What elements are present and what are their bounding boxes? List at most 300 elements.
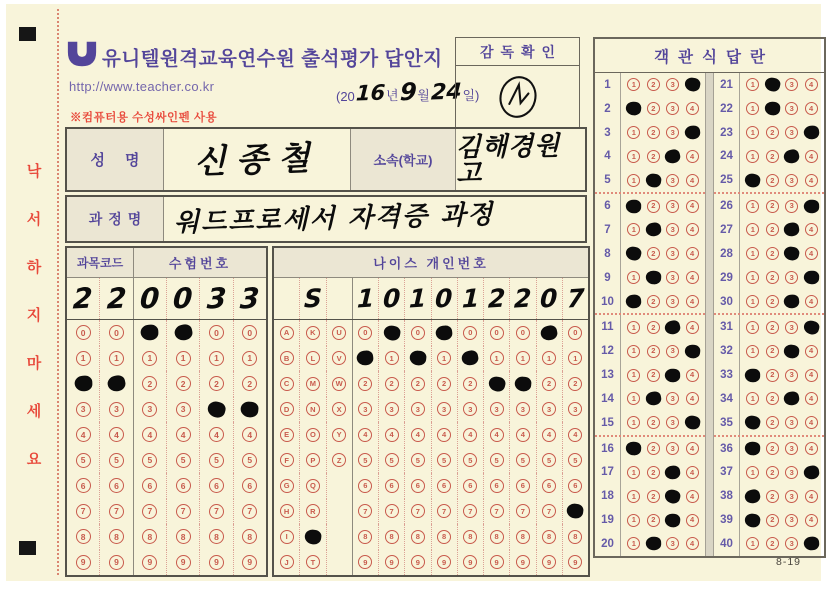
neis-bubble-cell [432, 422, 458, 448]
bubble-digit-1: 1 [542, 351, 556, 365]
answer-divider [705, 73, 714, 556]
answer-bubble-option-2: 2 [766, 271, 779, 284]
neis-bubble-cell [300, 448, 326, 474]
neis-hw-cell [510, 278, 536, 319]
answer-bubble-option-1: 1 [746, 321, 759, 334]
bubble-digit-9: 9 [490, 555, 504, 569]
answer-options [740, 437, 824, 461]
bubble-digit-9: 9 [209, 555, 224, 570]
answer-bubble-option-2: 2 [766, 223, 779, 236]
neis-bubble-cell [379, 397, 405, 423]
answer-options [621, 168, 705, 192]
code-bubble-cell [234, 371, 266, 397]
answer-options [621, 508, 705, 532]
code-grid-row [67, 550, 266, 576]
code-bubble-cell [234, 473, 266, 499]
answer-options [740, 121, 824, 145]
code-bubble-cell [167, 346, 200, 372]
answer-bubble-option-1 [744, 414, 762, 431]
question-number: 5 [595, 168, 621, 192]
answer-panel-header: 객관식답란 [595, 39, 824, 73]
answer-bubble-option-4: 4 [805, 392, 818, 405]
answer-row [714, 411, 824, 437]
answer-row [595, 168, 705, 194]
bubble-letter-H: H [280, 504, 294, 518]
neis-bubble-cell [563, 499, 588, 525]
answer-bubble-option-4: 4 [686, 392, 699, 405]
answer-bubble-option-3 [783, 391, 801, 407]
bubble-letter-V: V [332, 351, 346, 365]
answer-bubble-option-4: 4 [805, 345, 818, 358]
bubble-letter-I: I [280, 530, 294, 544]
bubble-letter-F: F [280, 453, 294, 467]
answer-options [740, 266, 824, 290]
answer-bubble-option-1: 1 [746, 345, 759, 358]
answer-bubble-option-2: 2 [647, 126, 660, 139]
answer-bubble-option-2 [645, 172, 662, 188]
answer-bubble-option-4: 4 [805, 442, 818, 455]
bubble-digit-9: 9 [242, 555, 257, 570]
answer-options [621, 266, 705, 290]
bubble-digit-9: 9 [542, 555, 556, 569]
bubble-digit-6: 6 [463, 479, 477, 493]
code-grid-row [67, 320, 266, 346]
neis-bubble-cell [537, 524, 563, 550]
answer-options [740, 461, 824, 485]
neis-bubble-cell [432, 320, 458, 346]
answer-bubble-option-1: 1 [746, 150, 759, 163]
bubble-digit-1: 1 [209, 351, 224, 366]
neis-bubble-cell [353, 422, 379, 448]
code-bubble-cell [200, 473, 233, 499]
bubble-digit-7: 7 [411, 504, 425, 518]
answer-bubble-option-3 [664, 513, 681, 528]
answer-bubble-option-3 [783, 294, 800, 309]
answer-bubble-option-4: 4 [686, 174, 699, 187]
bubble-digit-0 [141, 325, 159, 341]
margin-char: 낙 [26, 163, 42, 180]
answer-options [621, 484, 705, 508]
answer-bubble-option-3: 3 [666, 271, 679, 284]
answer-bubble-option-2: 2 [647, 200, 660, 213]
code-hw-cell [200, 278, 233, 319]
bubble-digit-0: 0 [209, 325, 224, 340]
bubble-digit-0 [382, 324, 401, 341]
neis-bubble-cell [327, 550, 353, 576]
neis-bubble-cell [484, 448, 510, 474]
neis-bubble-cell [537, 371, 563, 397]
answer-options [621, 339, 705, 363]
answer-bubble-option-1: 1 [627, 321, 640, 334]
bubble-digit-0: 0 [76, 325, 91, 340]
answer-bubble-option-1: 1 [746, 200, 759, 213]
answer-options [621, 363, 705, 387]
neis-hw-cell [405, 278, 431, 319]
bubble-digit-7: 7 [176, 504, 191, 519]
neis-bubble-cell [379, 371, 405, 397]
code-bubble-cell [67, 448, 100, 474]
answer-bubble-option-3: 3 [785, 442, 798, 455]
bubble-digit-3: 3 [490, 402, 504, 416]
answer-options [621, 532, 705, 556]
bubble-digit-7: 7 [358, 504, 372, 518]
answer-bubble-option-4 [684, 344, 701, 359]
bubble-digit-6: 6 [209, 478, 224, 493]
answer-row [595, 145, 705, 169]
neis-bubble-cell [458, 371, 484, 397]
answer-bubble-option-2: 2 [766, 392, 779, 405]
code-bubble-cell [200, 397, 233, 423]
bubble-letter-X: X [332, 402, 346, 416]
answer-bubble-option-1: 1 [746, 295, 759, 308]
answer-bubble-option-3: 3 [666, 223, 679, 236]
answer-bubble-option-2: 2 [647, 321, 660, 334]
bubble-digit-3: 3 [463, 402, 477, 416]
answer-bubble-option-2: 2 [766, 200, 779, 213]
bubble-digit-2: 2 [385, 377, 399, 391]
code-bubble-cell [200, 448, 233, 474]
answer-bubble-option-1: 1 [746, 537, 759, 550]
neis-bubble-cell [274, 550, 300, 576]
answer-row [595, 121, 705, 145]
code-bubble-cell [134, 397, 167, 423]
answer-bubble-option-2: 2 [766, 466, 779, 479]
bubble-digit-4: 4 [176, 427, 191, 442]
neis-bubble-cell [327, 499, 353, 525]
code-grid-row [67, 346, 266, 372]
bubble-digit-1: 1 [516, 351, 530, 365]
answer-bubble-option-2: 2 [647, 490, 660, 503]
date-month-label: 월 [417, 88, 430, 103]
handwritten-digit: 3 [205, 280, 228, 316]
handwritten-affiliation: 김해경원고 [455, 130, 561, 189]
supervisor-label: 감독확인 [456, 38, 579, 66]
handwritten-char: 0 [539, 283, 559, 314]
neis-bubble-cell [300, 550, 326, 576]
bubble-digit-3 [206, 399, 227, 419]
neis-bubble-cell [379, 499, 405, 525]
code-bubble-cell [100, 550, 133, 576]
neis-bubble-cell [300, 371, 326, 397]
neis-bubble-cell [379, 320, 405, 346]
code-bubble-cell [234, 320, 266, 346]
bubble-digit-8: 8 [437, 530, 451, 544]
bubble-digit-1 [461, 349, 480, 367]
answer-row [714, 218, 824, 242]
answer-row [595, 532, 705, 556]
question-number: 25 [714, 168, 740, 192]
code-grid-handwritten-row [67, 278, 266, 320]
neis-bubble-cell [537, 346, 563, 372]
handwritten-char: 2 [513, 283, 533, 314]
answer-options [740, 168, 824, 192]
neis-bubble-cell [432, 397, 458, 423]
handwritten-char: 0 [382, 283, 401, 314]
omr-answer-sheet [6, 4, 821, 581]
bubble-letter-L: L [306, 351, 320, 365]
bubble-letter-O: O [306, 428, 320, 442]
answer-bubble-option-1 [626, 294, 642, 309]
code-bubble-cell [234, 448, 266, 474]
question-number: 9 [595, 266, 621, 290]
bubble-digit-0 [435, 325, 453, 341]
answer-options [621, 315, 705, 339]
code-grid-header [67, 248, 266, 278]
answer-bubble-option-2 [645, 222, 662, 238]
neis-bubble-cell [563, 473, 588, 499]
bubble-digit-9: 9 [463, 555, 477, 569]
answer-options [621, 73, 705, 97]
bubble-digit-8: 8 [490, 530, 504, 544]
code-bubble-cell [167, 524, 200, 550]
answer-bubble-option-2: 2 [766, 442, 779, 455]
answer-bubble-option-1 [745, 441, 761, 456]
bubble-digit-5: 5 [542, 453, 556, 467]
bubble-digit-9: 9 [385, 555, 399, 569]
question-number: 11 [595, 315, 621, 339]
bubble-digit-6: 6 [76, 478, 91, 493]
code-bubble-cell [167, 499, 200, 525]
neis-bubbles [274, 320, 588, 575]
neis-bubble-cell [300, 499, 326, 525]
answer-row [714, 97, 824, 121]
neis-hw-cell [563, 278, 588, 319]
answer-options [621, 97, 705, 121]
bubble-digit-8: 8 [411, 530, 425, 544]
answer-bubble-option-1: 1 [627, 271, 640, 284]
neis-bubble-cell [537, 499, 563, 525]
code-grid-row [67, 499, 266, 525]
neis-bubble-cell [300, 397, 326, 423]
margin-char: 세 [26, 403, 42, 420]
neis-hw-cell [458, 278, 484, 319]
neis-bubble-cell [379, 550, 405, 576]
answer-options [740, 242, 824, 266]
bubble-digit-2 [487, 375, 507, 393]
question-number: 24 [714, 145, 740, 169]
answer-options [621, 194, 705, 218]
neis-row [274, 473, 588, 499]
neis-bubble-cell [405, 524, 431, 550]
answer-options [740, 194, 824, 218]
bubble-digit-4: 4 [463, 428, 477, 442]
answer-bubble-option-4: 4 [805, 490, 818, 503]
bubble-digit-4: 4 [142, 427, 157, 442]
answer-row [714, 242, 824, 266]
question-number: 39 [714, 508, 740, 532]
neis-bubble-cell [484, 320, 510, 346]
question-number: 6 [595, 194, 621, 218]
date-printed-prefix: (20 [336, 89, 355, 104]
code-bubble-cell [67, 346, 100, 372]
answer-panel [593, 37, 826, 558]
bubble-digit-1: 1 [568, 351, 582, 365]
answer-bubble-option-2: 2 [766, 490, 779, 503]
bubble-digit-8: 8 [516, 530, 530, 544]
bubble-digit-7: 7 [76, 504, 91, 519]
bubble-digit-5: 5 [358, 453, 372, 467]
answer-bubble-option-2: 2 [647, 102, 660, 115]
date-year-label: 년 [386, 88, 399, 103]
bubble-digit-2: 2 [437, 377, 451, 391]
bubble-digit-9: 9 [516, 555, 530, 569]
answer-bubble-option-3: 3 [785, 321, 798, 334]
name-label: 성명 [67, 129, 164, 190]
answer-bubble-option-1: 1 [627, 126, 640, 139]
answer-bubble-option-4: 4 [686, 271, 699, 284]
answer-bubble-option-3: 3 [666, 345, 679, 358]
code-grid-row [67, 524, 266, 550]
code-bubble-cell [234, 524, 266, 550]
answer-row [714, 484, 824, 508]
handwritten-name: 신종철 [193, 137, 321, 182]
answer-bubble-option-4 [803, 537, 819, 552]
neis-hw-cell [537, 278, 563, 319]
margin-char: 마 [26, 355, 42, 372]
answer-bubble-option-1: 1 [746, 78, 759, 91]
answer-panel-body [595, 73, 824, 556]
margin-char: 하 [26, 259, 42, 276]
neis-row [274, 320, 588, 346]
answer-bubble-option-3: 3 [785, 271, 798, 284]
bubble-digit-3 [240, 401, 259, 418]
answer-row [714, 363, 824, 387]
margin-warning-text [15, 160, 53, 469]
page-code: 8-19 [776, 556, 802, 568]
question-number: 13 [595, 363, 621, 387]
answer-bubble-option-3 [665, 368, 681, 382]
answer-bubble-option-1: 1 [627, 490, 640, 503]
answer-bubble-option-2: 2 [647, 345, 660, 358]
answer-row [714, 194, 824, 218]
neis-bubble-cell [537, 320, 563, 346]
code-bubble-cell [67, 473, 100, 499]
handwritten-char: 1 [408, 283, 428, 314]
code-bubble-cell [67, 550, 100, 576]
handwritten-char: 1 [356, 283, 375, 314]
answer-row [595, 339, 705, 363]
answer-bubble-option-1 [626, 199, 642, 213]
answer-options [621, 145, 705, 169]
neis-bubble-cell [563, 524, 588, 550]
neis-bubble-cell [458, 422, 484, 448]
code-grid-row [67, 397, 266, 423]
code-grid-row [67, 473, 266, 499]
answer-bubble-option-4: 4 [686, 442, 699, 455]
answer-bubble-option-1 [626, 441, 642, 456]
neis-hw-cell [432, 278, 458, 319]
answer-row [595, 266, 705, 290]
question-number: 26 [714, 194, 740, 218]
neis-bubble-cell [484, 371, 510, 397]
answer-bubble-option-3: 3 [666, 392, 679, 405]
neis-bubble-cell [274, 499, 300, 525]
answer-bubble-option-1: 1 [627, 369, 640, 382]
handwritten-char: 2 [487, 283, 506, 314]
answer-bubble-option-4 [803, 465, 820, 481]
answer-bubble-option-1: 1 [627, 392, 640, 405]
answer-options [621, 290, 705, 314]
answer-bubble-option-1 [744, 172, 761, 188]
bubble-digit-0: 0 [568, 326, 582, 340]
neis-bubble-cell [510, 346, 536, 372]
neis-label: 나이스 개인번호 [274, 248, 588, 278]
bubble-digit-3: 3 [76, 402, 91, 417]
answer-row [714, 266, 824, 290]
answer-row [595, 484, 705, 508]
neis-hw-cell [274, 278, 300, 319]
answer-row [714, 508, 824, 532]
bubble-digit-1: 1 [76, 351, 91, 366]
neis-bubble-cell [510, 524, 536, 550]
bubble-digit-2: 2 [358, 377, 372, 391]
bubble-digit-5: 5 [109, 453, 124, 468]
answer-bubble-option-4: 4 [686, 466, 699, 479]
answer-row [714, 73, 824, 97]
bubble-digit-5: 5 [209, 453, 224, 468]
answer-bubble-option-4: 4 [686, 514, 699, 527]
bubble-digit-4: 4 [358, 428, 372, 442]
code-bubble-cell [67, 422, 100, 448]
neis-bubble-cell [563, 448, 588, 474]
answer-bubble-option-2: 2 [647, 247, 660, 260]
question-number: 34 [714, 387, 740, 411]
neis-bubble-cell [432, 346, 458, 372]
answer-bubble-option-1: 1 [746, 126, 759, 139]
code-bubble-cell [100, 320, 133, 346]
question-number: 21 [714, 73, 740, 97]
code-bubble-cell [234, 499, 266, 525]
answer-bubble-option-3: 3 [785, 78, 798, 91]
answer-bubble-option-2: 2 [647, 416, 660, 429]
handwritten-year: 16 [355, 80, 386, 106]
answer-options [621, 121, 705, 145]
answer-bubble-option-3 [783, 148, 801, 165]
answer-bubble-option-4 [803, 199, 819, 213]
neis-bubble-cell [537, 422, 563, 448]
answer-row [714, 339, 824, 363]
answer-bubble-option-2: 2 [766, 514, 779, 527]
answer-row [595, 218, 705, 242]
neis-bubble-cell [327, 346, 353, 372]
question-number: 14 [595, 387, 621, 411]
neis-bubble-cell [563, 550, 588, 576]
bubble-digit-4: 4 [209, 427, 224, 442]
question-number: 7 [595, 218, 621, 242]
neis-bubble-cell [405, 422, 431, 448]
bubble-digit-7: 7 [142, 504, 157, 519]
neis-bubble-cell [510, 371, 536, 397]
question-number: 16 [595, 437, 621, 461]
code-hw-cell [100, 278, 133, 319]
answer-bubble-option-1: 1 [627, 537, 640, 550]
bubble-digit-6: 6 [490, 479, 504, 493]
neis-bubble-cell [432, 499, 458, 525]
answer-row [595, 387, 705, 411]
question-number: 10 [595, 290, 621, 314]
answer-bubble-option-2: 2 [766, 126, 779, 139]
registration-mark-bottom [19, 541, 36, 555]
answer-bubble-option-4: 4 [805, 150, 818, 163]
answer-bubble-option-4: 4 [686, 369, 699, 382]
bubble-digit-6: 6 [385, 479, 399, 493]
neis-bubble-cell [327, 320, 353, 346]
answer-row [714, 437, 824, 461]
answer-bubble-option-1: 1 [627, 150, 640, 163]
code-bubble-cell [67, 397, 100, 423]
answer-bubble-option-2: 2 [766, 295, 779, 308]
question-number: 38 [714, 484, 740, 508]
